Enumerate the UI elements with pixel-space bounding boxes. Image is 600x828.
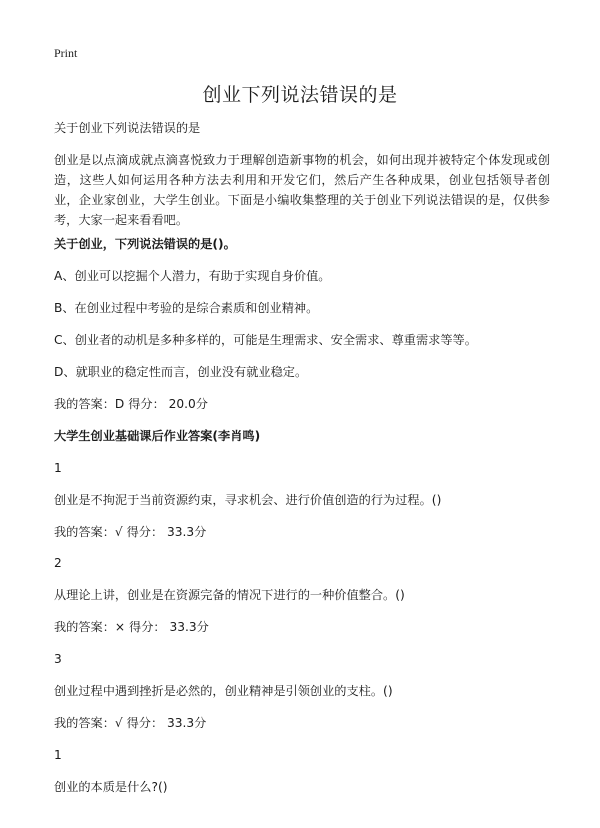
item-number: 1 xyxy=(54,748,62,762)
subtitle: 关于创业下列说法错误的是 xyxy=(54,121,201,135)
item-number: 1 xyxy=(54,461,62,475)
item-number: 3 xyxy=(54,652,62,666)
option-d: D、就职业的稳定性而言，创业没有就业稳定。 xyxy=(54,365,308,379)
item-number: 2 xyxy=(54,556,62,570)
answer-line: 我的答案：× 得分： 33.3分 xyxy=(54,620,209,634)
answer-line: 我的答案：D 得分： 20.0分 xyxy=(54,397,208,411)
item-text: 创业是不拘泥于当前资源约束，寻求机会、进行价值创造的行为过程。() xyxy=(54,493,442,507)
option-c: C、创业者的动机是多种多样的，可能是生理需求、安全需求、尊重需求等等。 xyxy=(54,333,477,347)
section-heading: 大学生创业基础课后作业答案(李肖鸣) xyxy=(54,429,261,443)
item-text: 创业的本质是什么?() xyxy=(54,780,168,794)
print-label: Print xyxy=(54,46,78,60)
intro-paragraph: 创业是以点滴成就点滴喜悦致力于理解创造新事物的机会，如何出现并被特定个体发现或创造，这些人如何运用各种方法去利用和开发它们，然后产生各种成果，创业包括领导者创业，企业家创业，大学生创业。下面是小编收集整理的关于创业下列说法错误的是，仅供参考，大家一起来看看吧。 xyxy=(54,153,550,227)
question-stem: 关于创业，下列说法错误的是()。 xyxy=(54,237,236,251)
page-title: 创业下列说法错误的是 xyxy=(202,84,398,106)
option-b: B、在创业过程中考验的是综合素质和创业精神。 xyxy=(54,301,319,315)
answer-line: 我的答案：√ 得分： 33.3分 xyxy=(54,716,207,730)
item-text: 创业过程中遇到挫折是必然的，创业精神是引领创业的支柱。() xyxy=(54,684,393,698)
answer-line: 我的答案：√ 得分： 33.3分 xyxy=(54,525,207,539)
option-a: A、创业可以挖掘个人潜力，有助于实现自身价值。 xyxy=(54,269,331,283)
item-text: 从理论上讲，创业是在资源完备的情况下进行的一种价值整合。() xyxy=(54,588,405,602)
